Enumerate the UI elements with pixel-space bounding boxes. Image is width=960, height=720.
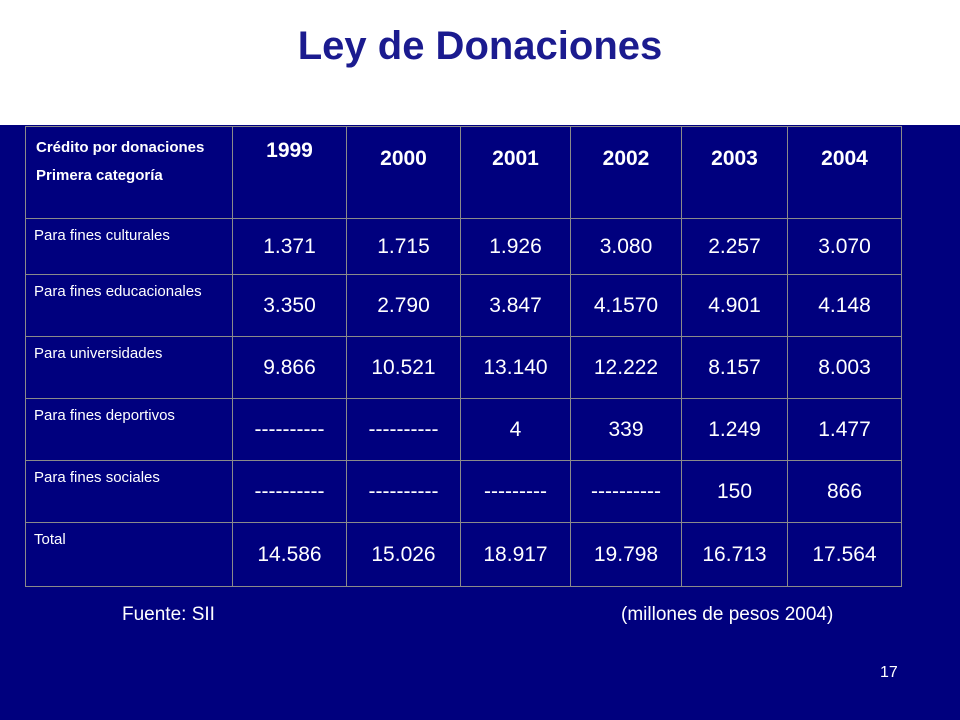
row-label: Para fines sociales — [26, 461, 233, 523]
row-label: Para fines culturales — [26, 219, 233, 275]
table-cell: 1.249 — [682, 399, 788, 461]
table-cell: 1.477 — [788, 399, 902, 461]
row-label: Para universidades — [26, 337, 233, 399]
year-header: 2002 — [571, 127, 682, 219]
table-cell: 8.003 — [788, 337, 902, 399]
table-cell: 4.148 — [788, 275, 902, 337]
table-cell: 19.798 — [571, 523, 682, 587]
table-cell: 2.257 — [682, 219, 788, 275]
table-header-row — [26, 127, 902, 219]
donations-table — [25, 126, 902, 587]
table-cell: 3.080 — [571, 219, 682, 275]
table-cell: 1.926 — [461, 219, 571, 275]
row-label: Para fines deportivos — [26, 399, 233, 461]
table-cell: 3.070 — [788, 219, 902, 275]
table-cell: 1.371 — [233, 219, 347, 275]
year-header: 1999 — [233, 127, 347, 219]
table-row — [26, 337, 902, 399]
table-cell: 16.713 — [682, 523, 788, 587]
table-cell: 18.917 — [461, 523, 571, 587]
header-label-line1: Crédito por donaciones — [36, 139, 205, 156]
year-header: 2003 — [682, 127, 788, 219]
table-cell: 339 — [571, 399, 682, 461]
table-cell: 4.1570 — [571, 275, 682, 337]
table-cell: 14.586 — [233, 523, 347, 587]
source-note: Fuente: SII — [122, 604, 215, 625]
slide-title: Ley de Donaciones — [297, 24, 663, 68]
table-cell: ---------- — [347, 461, 461, 523]
year-header: 2004 — [788, 127, 902, 219]
table-cell: 17.564 — [788, 523, 902, 587]
table-row-total — [26, 523, 902, 587]
table-row — [26, 399, 902, 461]
table-cell: 13.140 — [461, 337, 571, 399]
page-number: 17 — [880, 664, 898, 681]
table-row — [26, 219, 902, 275]
table-cell: --------- — [461, 461, 571, 523]
table-cell: ---------- — [233, 461, 347, 523]
year-header: 2001 — [461, 127, 571, 219]
table-cell: ---------- — [347, 399, 461, 461]
table-cell: ---------- — [571, 461, 682, 523]
table-cell: 1.715 — [347, 219, 461, 275]
row-label: Para fines educacionales — [26, 275, 233, 337]
row-label: Total — [26, 523, 233, 587]
table-row — [26, 461, 902, 523]
table-cell: 4.901 — [682, 275, 788, 337]
table-cell: 15.026 — [347, 523, 461, 587]
table-cell: 8.157 — [682, 337, 788, 399]
table-cell: 10.521 — [347, 337, 461, 399]
table-cell: 150 — [682, 461, 788, 523]
table-cell: 9.866 — [233, 337, 347, 399]
units-note: (millones de pesos 2004) — [621, 604, 834, 625]
table-cell: 866 — [788, 461, 902, 523]
table-cell: 2.790 — [347, 275, 461, 337]
table-cell: 12.222 — [571, 337, 682, 399]
table-cell: 3.847 — [461, 275, 571, 337]
table-cell: 4 — [461, 399, 571, 461]
table-cell: ---------- — [233, 399, 347, 461]
table-cell: 3.350 — [233, 275, 347, 337]
table-row — [26, 275, 902, 337]
header-label-cell — [26, 127, 233, 219]
header-label-line2: Primera categoría — [36, 167, 163, 184]
year-header: 2000 — [347, 127, 461, 219]
